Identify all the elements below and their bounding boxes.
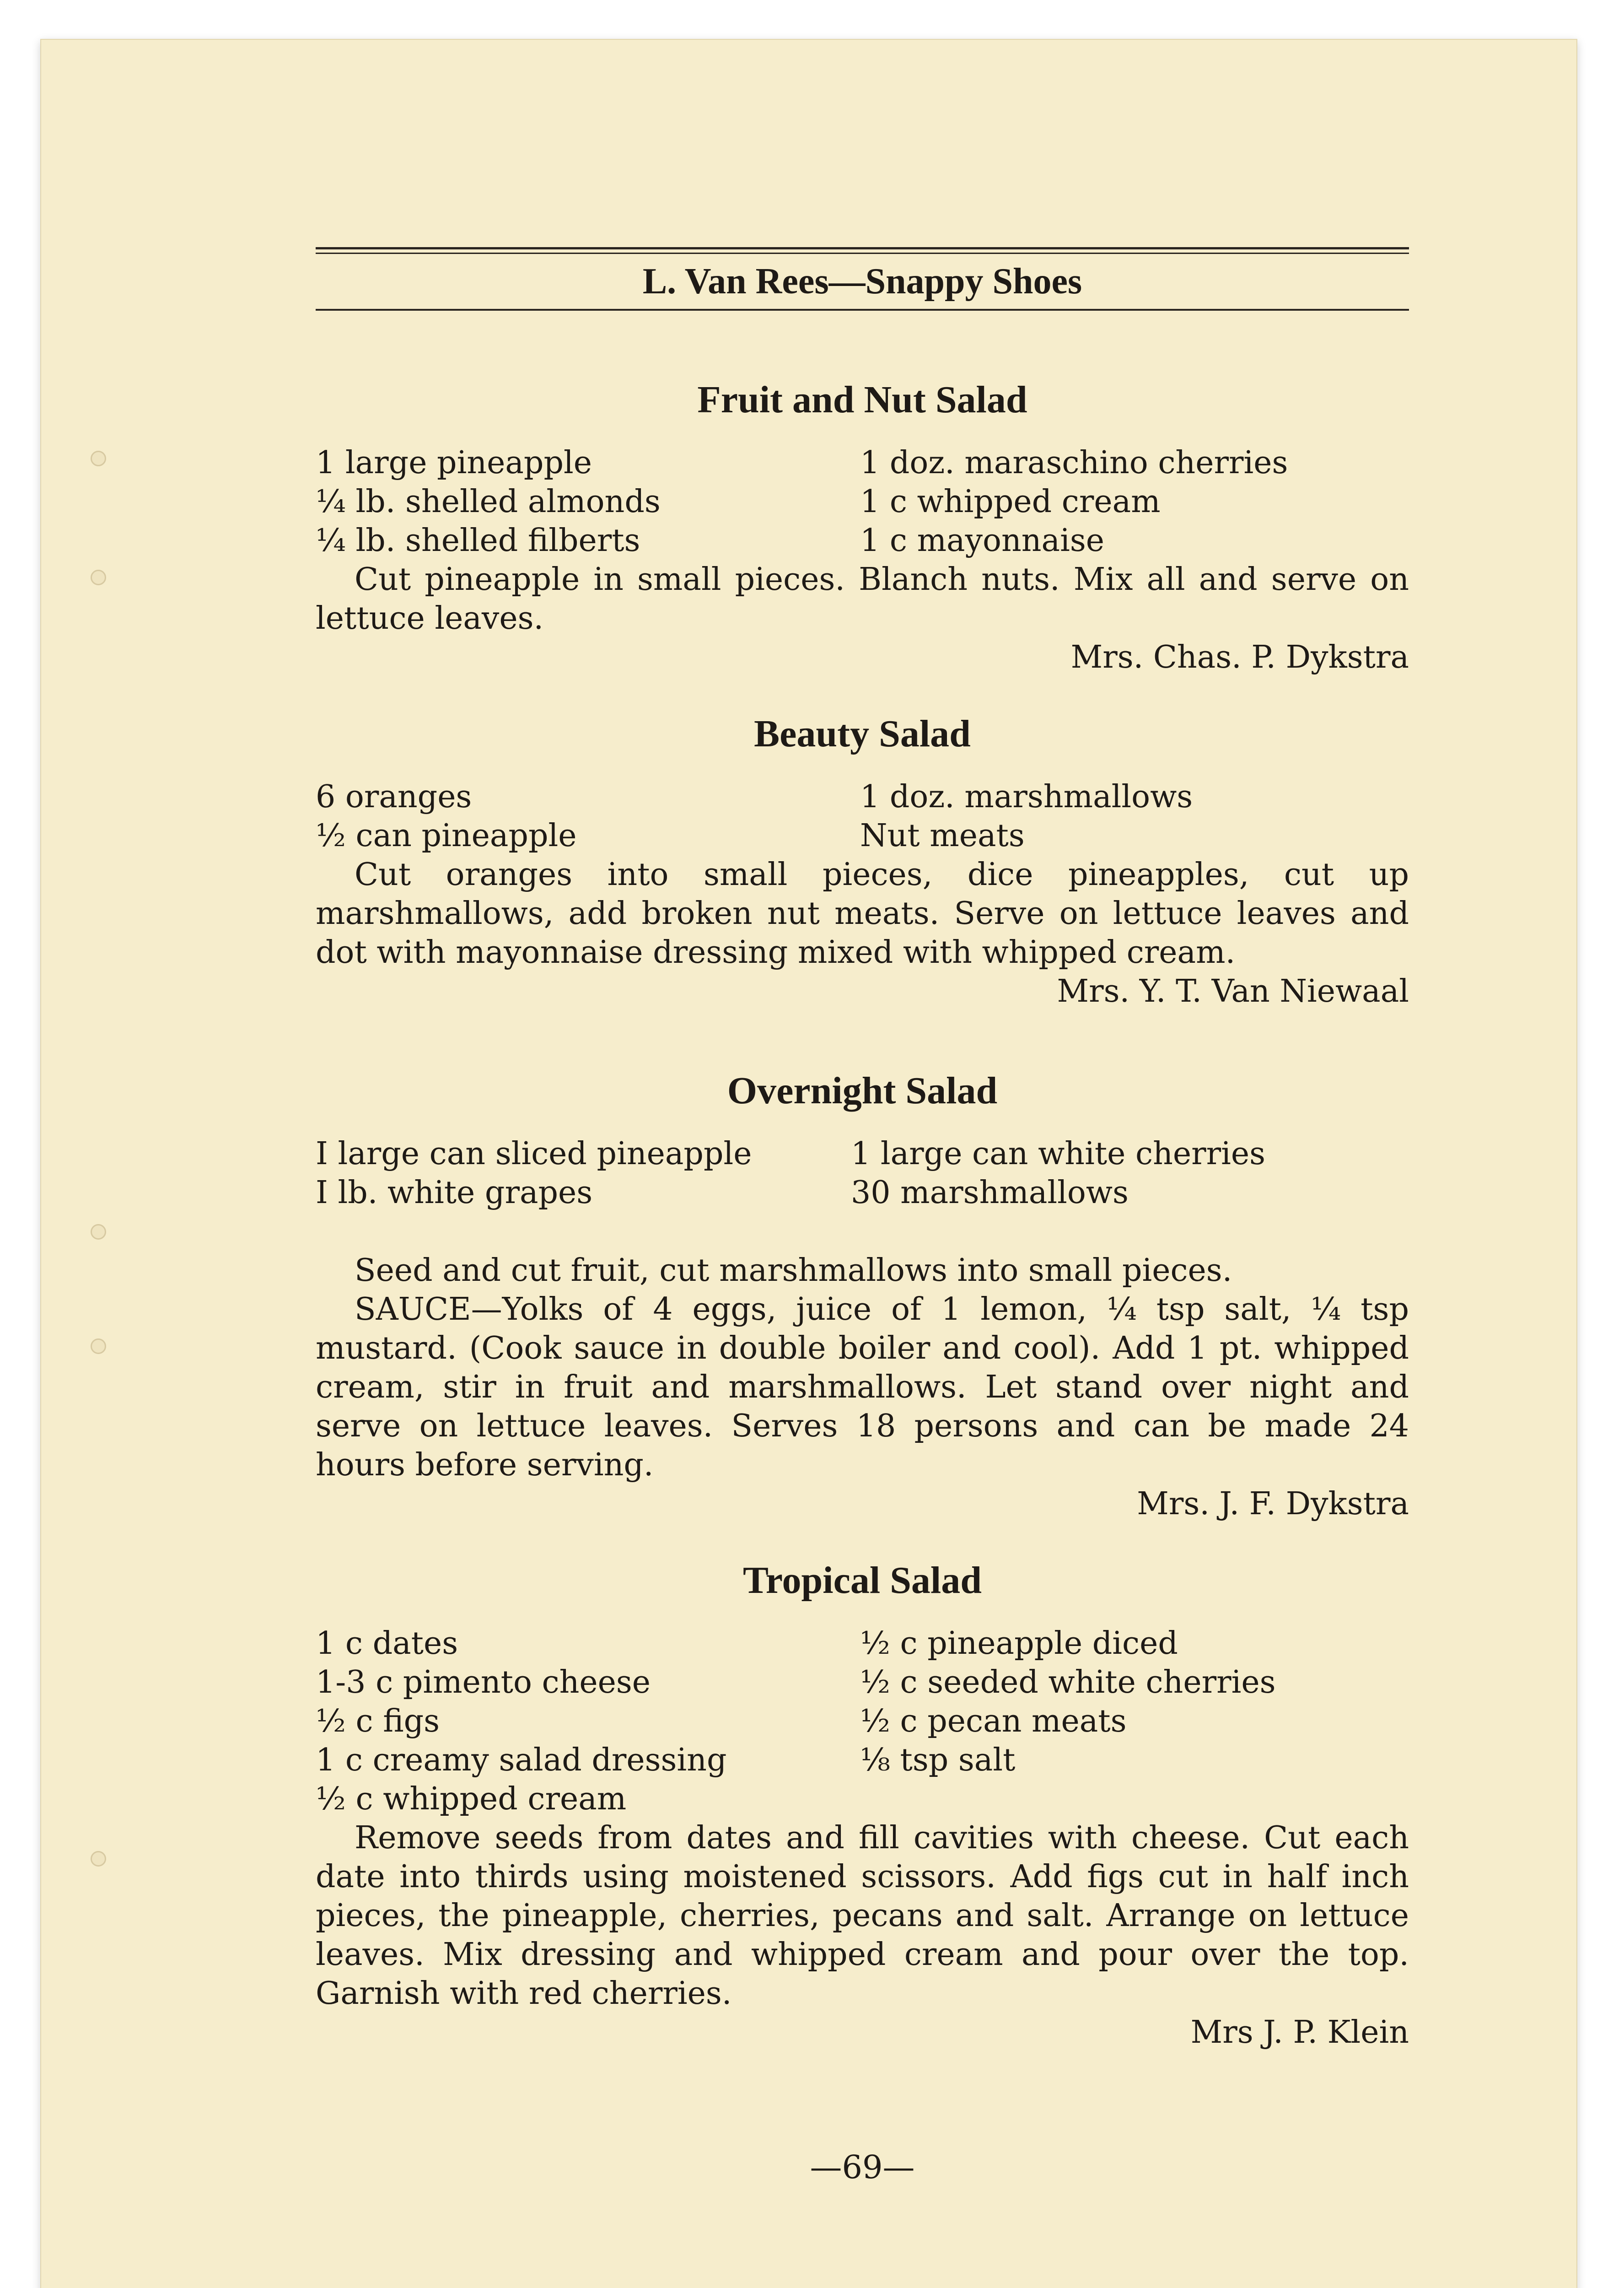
ingredient: I lb. white grapes — [316, 1175, 593, 1211]
ingredient: ¼ lb. shelled filberts — [316, 523, 640, 559]
directions: Cut oranges into small pieces, dice pineapples, cut up marshmallows, add broken nut meats. Serve on lettuce leaves and dot with mayonnaise dressing mixed with whipped cream. — [316, 857, 1409, 971]
directions: Seed and cut fruit, cut marshmallows into small pieces. — [355, 1252, 1232, 1289]
ingredient-list — [316, 1134, 1409, 1212]
ingredient-list — [316, 443, 1409, 560]
page-number: —69— — [810, 2148, 915, 2186]
ingredient: Nut meats — [860, 818, 1025, 854]
ingredient: ½ c seeded white cherries — [860, 1664, 1276, 1700]
ingredient: 1 doz. marshmallows — [860, 779, 1193, 815]
recipe-tropical-salad — [316, 1555, 1409, 2052]
binder-hole — [91, 1851, 106, 1867]
directions: SAUCE—Yolks of 4 eggs, juice of 1 lemon, ¼ tsp salt, ¼ tsp mustard. (Cook sauce in double boiler and cool). Add 1 pt. whipped cream, stir in fruit and marshmallows. Let stand over night and serve on lettuce leaves. Serves 18 persons and can be made 24 hours before serving. — [316, 1291, 1409, 1483]
binder-hole — [91, 1338, 106, 1354]
recipe-credit: Mrs. J. F. Dykstra — [1137, 1486, 1409, 1522]
recipe-overnight-salad — [316, 1066, 1409, 1523]
binder-hole — [91, 451, 106, 466]
ingredient: 1 doz. maraschino cherries — [860, 445, 1288, 481]
ingredient-list — [316, 1624, 1409, 1819]
ingredient: ½ can pineapple — [316, 818, 577, 854]
recipe-title: Tropical Salad — [742, 1559, 982, 1602]
recipe-beauty-salad — [316, 709, 1409, 1011]
ingredient-list — [316, 777, 1409, 855]
ingredient: 1 large pineapple — [316, 445, 592, 481]
spacer — [316, 1212, 1409, 1251]
ingredient: ½ c figs — [316, 1703, 440, 1739]
ingredient: 30 marshmallows — [851, 1175, 1129, 1211]
recipe-title: Overnight Salad — [727, 1069, 998, 1112]
ingredient: 6 oranges — [316, 779, 472, 815]
directions: Cut pineapple in small pieces. Blanch nuts. Mix all and serve on lettuce leaves. — [316, 561, 1409, 637]
ingredient: 1 large can white cherries — [851, 1136, 1266, 1172]
recipe-credit: Mrs. Chas. P. Dykstra — [1070, 639, 1409, 675]
page-content — [316, 247, 1409, 2187]
recipe-title: Fruit and Nut Salad — [697, 378, 1027, 421]
recipe-title: Beauty Salad — [754, 712, 971, 755]
ingredient: 1 c creamy salad dressing — [316, 1742, 727, 1778]
ingredient: 1 c mayonnaise — [860, 523, 1104, 559]
ingredient: ¼ lb. shelled almonds — [316, 484, 661, 520]
binder-hole — [91, 1224, 106, 1240]
ingredient: I large can sliced pineapple — [316, 1136, 752, 1172]
header-top-rule — [316, 247, 1409, 254]
page-header: L. Van Rees—Snappy Shoes — [642, 261, 1082, 302]
recipe-credit: Mrs J. P. Klein — [1190, 2014, 1409, 2051]
ingredient: 1 c dates — [316, 1625, 458, 1662]
header-bottom-rule — [316, 309, 1409, 311]
ingredient: ⅛ tsp salt — [860, 1742, 1016, 1778]
binder-hole — [91, 570, 106, 585]
ingredient: ½ c pecan meats — [860, 1703, 1127, 1739]
directions: Remove seeds from dates and fill cavities with cheese. Cut each date into thirds using moistened scissors. Add figs cut in half inch pieces, the pineapple, cherries, pecans and salt. Arrange on lettuce leaves. Mix dressing and whipped cream and pour over the top. Garnish with red cherries. — [316, 1820, 1409, 2012]
recipe-fruit-and-nut-salad — [316, 375, 1409, 677]
ingredient: ½ c whipped cream — [316, 1781, 627, 1817]
ingredient: 1-3 c pimento cheese — [316, 1664, 651, 1700]
ingredient: 1 c whipped cream — [860, 484, 1161, 520]
ingredient: ½ c pineapple diced — [860, 1625, 1178, 1662]
recipe-credit: Mrs. Y. T. Van Niewaal — [1057, 973, 1409, 1009]
